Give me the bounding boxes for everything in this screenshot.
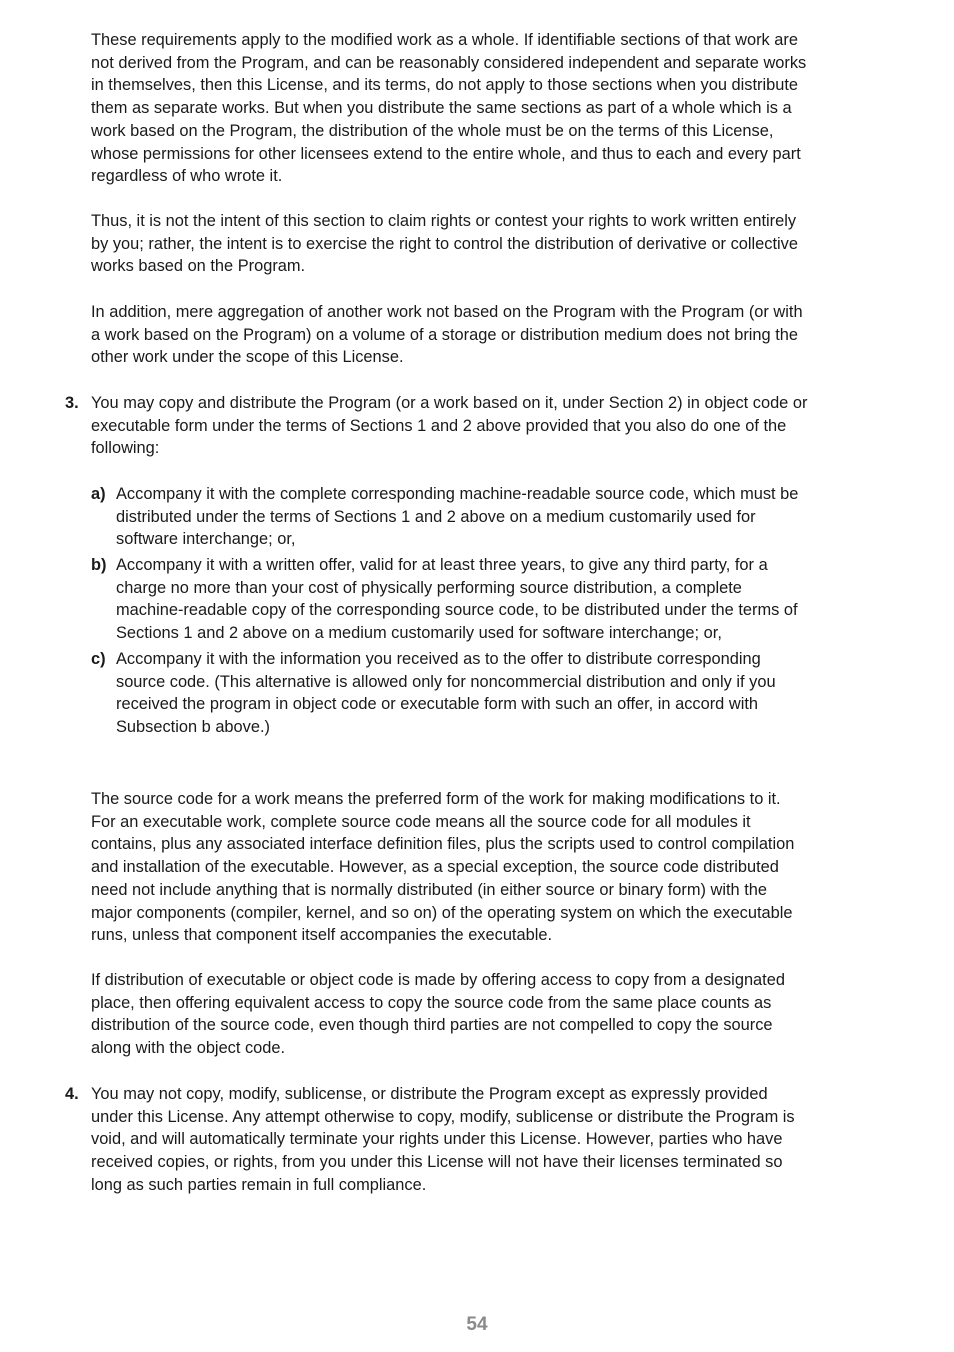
item-c-marker: c) bbox=[91, 650, 106, 668]
paragraph-access: If distribution of executable or object code is made by offering access to copy from a designated place, then offering equivalent access to copy the source code from the same place counts as distribution of the source code, even though third parties are not compelled to copy the source along with the object code. bbox=[91, 971, 785, 1058]
paragraph-intent: Thus, it is not the intent of this section to claim rights or contest your rights to work written entirely by you; rather, the intent is to exercise the right to control the distribution of derivative or collective works based on the Program. bbox=[91, 212, 798, 276]
paragraph-aggregation: In addition, mere aggregation of another work not based on the Program with the Program (or with a work based on the Program) on a volume of a storage or distribution medium does not bring the other work under the scope of this License. bbox=[91, 303, 803, 367]
item-b-text: Accompany it with a written offer, valid for at least three years, to give any third party, for a charge no more than your cost of physically performing source distribution, a complete machine-readable copy of the corresponding source code, to be distributed under the terms of Sections 1 and 2 above on a medium customarily used for software interchange; or, bbox=[116, 556, 798, 643]
section-3-number: 3. bbox=[65, 394, 79, 412]
page-number: 54 bbox=[466, 1314, 488, 1335]
item-a-text: Accompany it with the complete corresponding machine-readable source code, which must be distributed under the terms of Sections 1 and 2 above on a medium customarily used for software interchange; or, bbox=[116, 485, 799, 549]
item-b-marker: b) bbox=[91, 556, 107, 574]
item-c-text: Accompany it with the information you received as to the offer to distribute corresponding source code. (This alternative is allowed only for noncommercial distribution and only if you received the program in object code or executable form with such an offer, in accord with Subsection b above.) bbox=[116, 650, 776, 737]
section-3-text: You may copy and distribute the Program (or a work based on it, under Section 2) in object code or executable form under the terms of Sections 1 and 2 above provided that you also do one of the following: bbox=[91, 394, 808, 458]
section-4-number: 4. bbox=[65, 1085, 79, 1103]
paragraph-source-code: The source code for a work means the preferred form of the work for making modifications to it. For an executable work, complete source code means all the source code for all modules it contains, plus any associated interface definition files, plus the scripts used to control compilation and installation of the executable. However, as a special exception, the source code distributed need not include anything that is normally distributed (in either source or binary form) with the major components (compiler, kernel, and so on) of the operating system on which the executable runs, unless that component itself accompanies the executable. bbox=[91, 790, 795, 945]
paragraph-modified-work: These requirements apply to the modified work as a whole. If identifiable sections of that work are not derived from the Program, and can be reasonably considered independent and separate works in themselves, then this License, and its terms, do not apply to those sections when you distribute them as separate works. But when you distribute the same sections as part of a whole which is a work based on the Program, the distribution of the whole must be on the terms of this License, whose permissions for other licensees extend to the entire whole, and thus to each and every part regardless of who wrote it. bbox=[91, 31, 807, 186]
section-4-text: You may not copy, modify, sublicense, or distribute the Program except as expressly provided under this License. Any attempt otherwise to copy, modify, sublicense or distribute the Program is void, and will automatically terminate your rights under this License. However, parties who have received copies, or rights, from you under this License will not have their licenses terminated so long as such parties remain in full compliance. bbox=[91, 1085, 795, 1194]
item-a-marker: a) bbox=[91, 485, 106, 503]
